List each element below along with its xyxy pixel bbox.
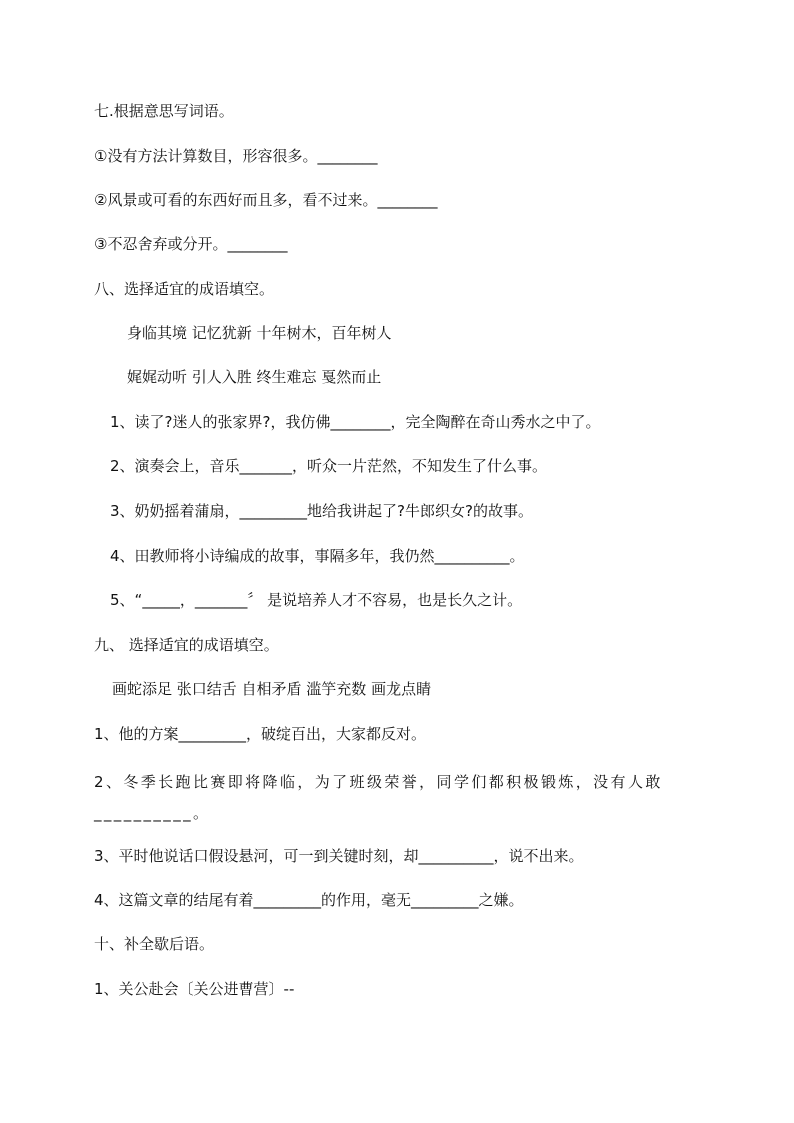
section-8-item-1: 1、读了?迷人的张家界?，我仿佛________，完全陶醉在奇山秀水之中了。 [110,413,601,431]
section-7-item-3: ③不忍舍弃或分开。________ [94,235,288,253]
section-9-item-3: 3、平时他说话口假设悬河，可一到关键时刻，却__________，说不出来。 [94,847,584,865]
section-8-item-4: 4、田教师将小诗编成的故事，事隔多年，我仍然__________。 [110,547,525,565]
section-9-item-4: 4、这篇文章的结尾有着_________的作用，毫无_________之嫌。 [94,891,524,909]
section-9-options: 画蛇添足 张口结舌 自相矛盾 滥竽充数 画龙点睛 [112,680,432,698]
section-8-options-line-1: 身临其境 记忆犹新 十年树木，百年树人 [127,324,392,342]
section-8-title: 八、选择适宜的成语填空。 [94,280,275,298]
section-8-item-2: 2、演奏会上，音乐_______，听众一片茫然，不知发生了什么事。 [110,457,548,475]
section-8-options-line-2: 娓娓动听 引人入胜 终生难忘 戛然而止 [127,368,382,386]
section-7-title: 七.根据意思写词语。 [94,102,234,120]
section-8-item-3: 3、奶奶摇着蒲扇，_________地给我讲起了?牛郎织女?的故事。 [110,502,533,520]
section-8-item-5: 5、“_____，_______〞 是说培养人才不容易，也是长久之计。 [110,591,523,609]
section-9-item-1: 1、他的方案_________，破绽百出，大家都反对。 [94,725,427,743]
section-7-item-2: ②风景或可看的东西好而且多，看不过来。________ [94,191,438,209]
section-9-item-2: 2、冬季长跑比赛即将降临，为了班级荣誉，同学们都积极锻炼，没有人敢__________。 [94,773,663,822]
section-10-title: 十、补全歇后语。 [94,935,215,953]
section-9-title: 九、 选择适宜的成语填空。 [94,636,279,654]
section-10-item-1: 1、关公赴会〔关公进曹营〕-- [94,980,295,998]
section-7-item-1: ①没有方法计算数目，形容很多。________ [94,147,378,165]
